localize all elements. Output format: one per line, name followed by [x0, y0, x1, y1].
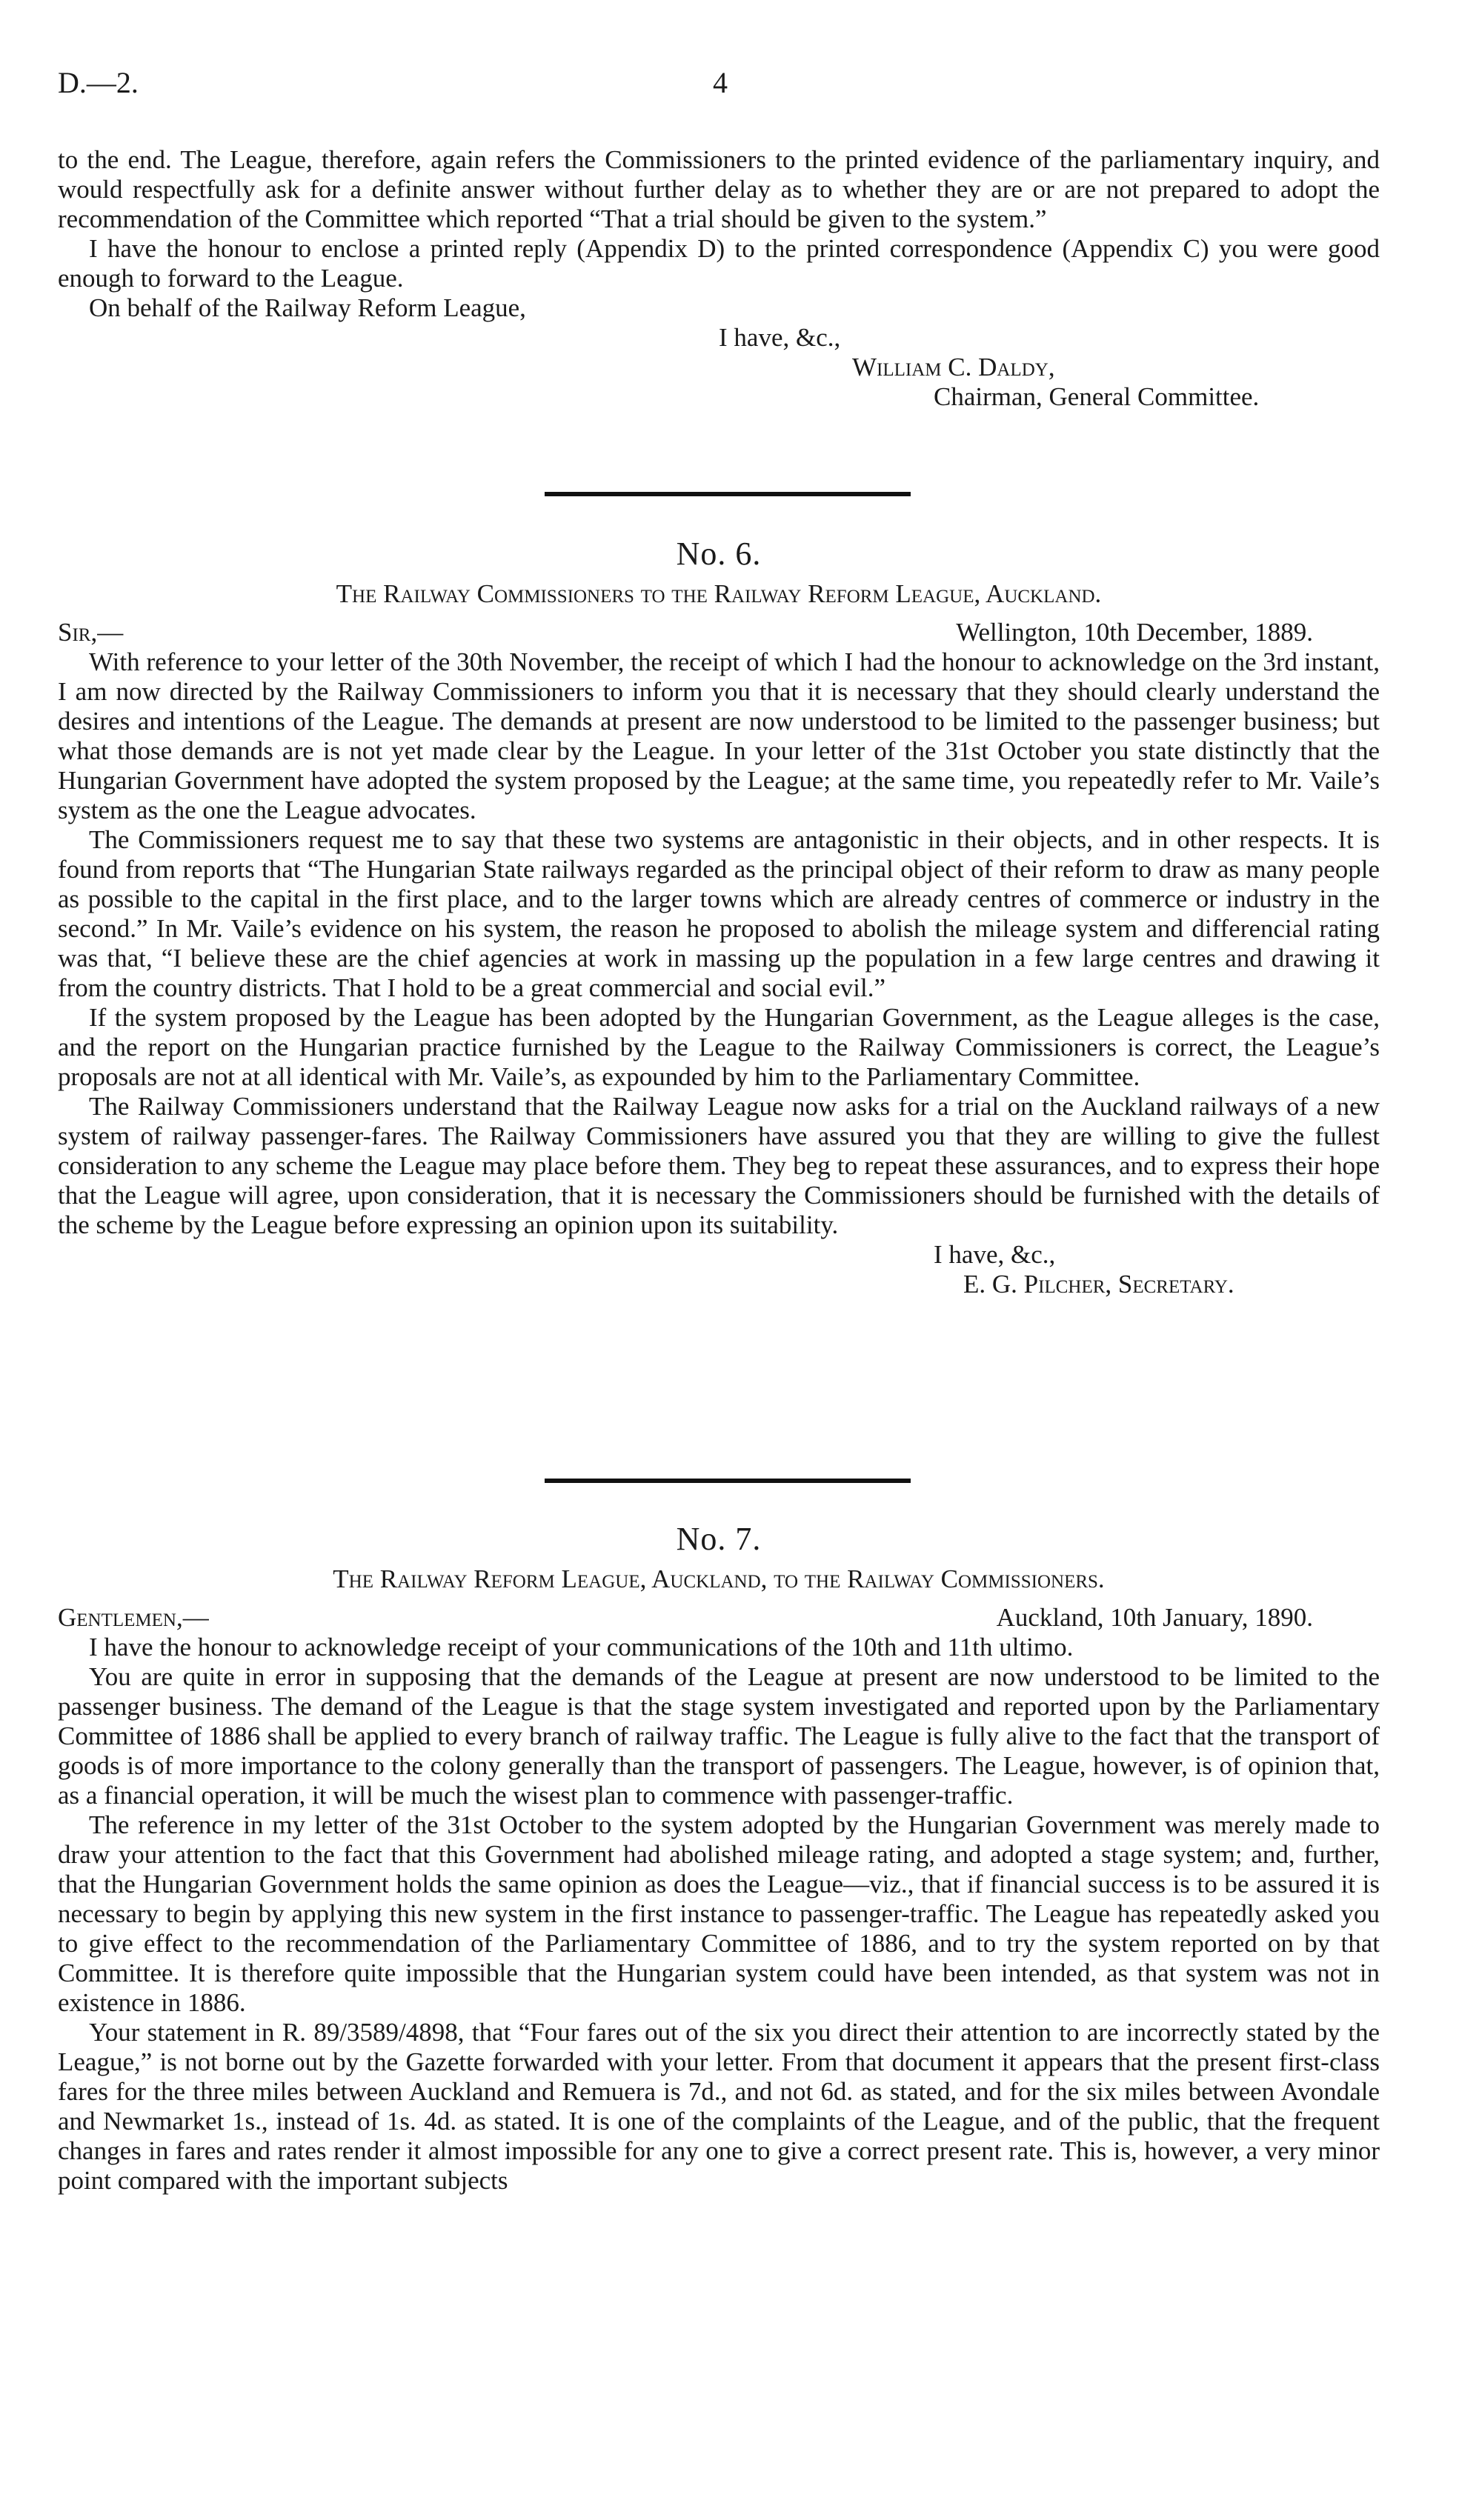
letter7-body — [58, 1603, 1380, 2196]
letter5-continuation — [58, 145, 1380, 412]
paragraph: You are quite in error in supposing that the demands of the League at present are now understood to be limited to the passenger business. The demand of the League is that the stage system investigated and reported upon by the Parliamentary Committee of 1886 shall be applied to every branch of railway traffic. The League is fully alive to the fact that the transport of goods is of more importance to the colony generally than the transport of passengers. The League, however, is of opinion that, as a financial operation, it will be much the wisest plan to commence with passenger-traffic. — [58, 1662, 1380, 1810]
letter-heading: The Railway Commissioners to the Railway Reform League, Auckland. — [336, 579, 1102, 608]
paragraph: On behalf of the Railway Reform League, — [89, 293, 526, 322]
signatory: E. G. Pilcher, Secretary. — [963, 1270, 1234, 1299]
paragraph: to the end. The League, therefore, again refers the Commissioners to the printed evidence of the parliamentary inquiry, and would respectfully ask for a definite answer without further delay as to whether they are or are not prepared to adopt the recommendation of the Committee which reported “That a trial should be given to the system.” — [58, 145, 1380, 233]
letter-number: No. 7. — [676, 1521, 762, 1557]
paragraph: Your statement in R. 89/3589/4898, that “Four fares out of the six you direct their attention to are incorrectly stated by the League,” is not borne out by the Gazette forwarded with your letter. From that document it appears that the present first-class fares for the three miles between Auckland and Remuera is 7d., and not 6d. as stated, and for the six miles between Avondale and Newmarket 1s., instead of 1s. 4d. as stated. It is one of the complaints of the League, and of the public, that the frequent changes in fares and rates render it almost impossible for any one to give a correct present rate. This is, however, a very minor point compared with the important subjects — [58, 2018, 1380, 2195]
dateline: Wellington, 10th December, 1889. — [956, 618, 1313, 647]
document-reference: D.—2. — [58, 66, 139, 99]
dateline: Auckland, 10th January, 1890. — [996, 1603, 1313, 1632]
closing: I have, &c., — [934, 1240, 1056, 1269]
paragraph: I have the honour to enclose a printed reply (Appendix D) to the printed correspondence (Appendix C) you were good enough to forward to the League. — [58, 234, 1380, 293]
signatory-position: Chairman, General Committee. — [934, 382, 1260, 411]
section-divider — [545, 492, 911, 496]
salutation: Sir,— — [58, 618, 124, 647]
signatory: William C. Daldy, — [852, 353, 1055, 381]
paragraph: The reference in my letter of the 31st October to the system adopted by the Hungarian Government was merely made to draw your attention to the fact that this Government had abolished mileage rating, and adopted a stage system; and, further, that the Hungarian Government holds the same opinion as does the League—viz., that if financial success is to be assured it is necessary to begin by applying this new system in the first instance to passenger-traffic. The League has repeatedly asked you to give effect to the recommendation of the Parliamentary Committee of 1886, and to try the system reported on by that Committee. It is therefore quite impossible that the Hungarian system could have been intended, as that system was not in existence in 1886. — [58, 1810, 1380, 2017]
letter-number: No. 6. — [676, 536, 762, 572]
letter-heading: The Railway Reform League, Auckland, to the Railway Commissioners. — [333, 1564, 1105, 1593]
section-divider — [545, 1479, 911, 1483]
salutation: Gentlemen,— — [58, 1603, 209, 1632]
paragraph: The Railway Commissioners understand that the Railway League now asks for a trial on the Auckland railways of a new system of railway passenger-fares. The Railway Commissioners have assured you that they are willing to give the fullest consideration to any scheme the League may place before them. They beg to repeat these assurances, and to express their hope that the League will agree, upon consideration, that it is necessary the Commissioners should be furnished with the details of the scheme by the League before expressing an opinion upon its suitability. — [58, 1092, 1380, 1239]
letter6-body — [58, 618, 1380, 1299]
paragraph: If the system proposed by the League has been adopted by the Hungarian Government, as the League alleges is the case, and the report on the Hungarian practice furnished by the League to the Railway Commissioners is correct, the League’s proposals are not at all identical with Mr. Vaile’s, as expounded by him to the Parliamentary Committee. — [58, 1003, 1380, 1091]
paragraph: I have the honour to acknowledge receipt of your communications of the 10th and 11th ultimo. — [89, 1633, 1074, 1661]
paragraph: The Commissioners request me to say that these two systems are antagonistic in their objects, and in other respects. It is found from reports that “The Hungarian State railways regarded as the principal object of their reform to draw as many people as possible to the capital in the first place, and to the larger towns which are already centres of commerce or industry in the second.” In Mr. Vaile’s evidence on his system, the reason he proposed to abolish the mileage system and differencial rating was that, “I believe these are the chief agencies at work in massing up the population in a few large centres and drawing it from the country districts. That I hold to be a great commercial and social evil.” — [58, 825, 1380, 1002]
paragraph: With reference to your letter of the 30th November, the receipt of which I had the honour to acknowledge on the 3rd instant, I am now directed by the Railway Commissioners to inform you that it is necessary that they should clearly understand the desires and intentions of the League. The demands at present are now understood to be limited to the passenger business; but what those demands are is not yet made clear by the League. In your letter of the 31st October you state distinctly that the Hungarian Government have adopted the system proposed by the League; at the same time, you repeatedly refer to Mr. Vaile’s system as the one the League advocates. — [58, 647, 1380, 824]
page-number: 4 — [713, 66, 728, 99]
closing: I have, &c., — [719, 323, 841, 352]
